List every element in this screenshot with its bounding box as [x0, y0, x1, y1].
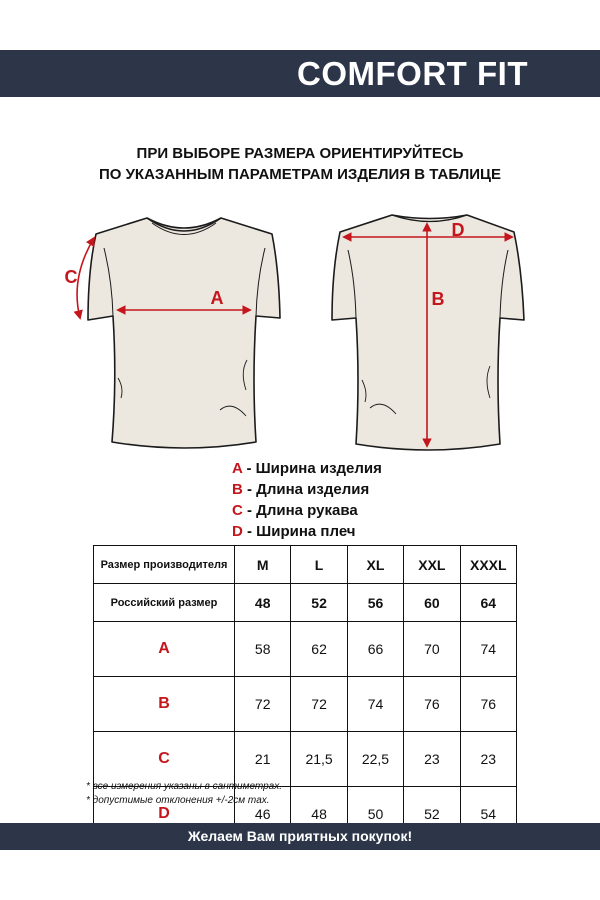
cell-size: XXL	[404, 546, 460, 584]
cell-size: XXXL	[460, 546, 516, 584]
label-d: D	[451, 220, 465, 240]
table-cell: 23	[404, 732, 460, 787]
table-cell: 72	[235, 677, 291, 732]
table-cell: 76	[460, 677, 516, 732]
table-cell: 74	[347, 677, 403, 732]
table-cell: 72	[291, 677, 347, 732]
table-cell: 76	[404, 677, 460, 732]
row-label: C	[94, 732, 235, 787]
row-label: D	[94, 787, 235, 842]
tshirt-back-illustration	[332, 215, 524, 450]
row-label: B	[94, 677, 235, 732]
table-row-manufacturer	[94, 546, 517, 584]
footer-text: Желаем Вам приятных покупок!	[187, 828, 413, 844]
cell-russian-size: 48	[235, 584, 291, 622]
table-cell: 48	[291, 787, 347, 842]
table-cell: 58	[235, 622, 291, 677]
cell-size: L	[291, 546, 347, 584]
page-title: COMFORT FIT	[297, 55, 528, 92]
table-cell: 22,5	[347, 732, 403, 787]
legend-item-d: D - Ширина плеч	[232, 523, 356, 540]
footnote-tolerance: * допустимые отклонения +/-2см max.	[86, 795, 270, 806]
tshirt-front-illustration	[65, 218, 281, 448]
row-label: A	[94, 622, 235, 677]
table-cell: 62	[291, 622, 347, 677]
legend-item-a: A - Ширина изделия	[232, 460, 382, 477]
cell-manufacturer-label: Размер производителя	[94, 546, 235, 584]
cell-size: XL	[347, 546, 403, 584]
table-cell: 46	[235, 787, 291, 842]
table-cell: 21,5	[291, 732, 347, 787]
table-row-c	[94, 732, 517, 787]
label-c: C	[64, 267, 78, 287]
table-cell: 70	[404, 622, 460, 677]
legend-item-c: C - Длина рукава	[232, 502, 358, 519]
table-row-a	[94, 622, 517, 677]
table-cell: 21	[235, 732, 291, 787]
cell-russian-size: 64	[460, 584, 516, 622]
footnotes	[86, 780, 282, 808]
cell-russian-size: 60	[404, 584, 460, 622]
measurement-legend	[232, 458, 382, 542]
measurement-diagram	[0, 200, 600, 460]
cell-russian-label: Российский размер	[94, 584, 235, 622]
cell-russian-size: 52	[291, 584, 347, 622]
subtitle-line-1: ПРИ ВЫБОРЕ РАЗМЕРА ОРИЕНТИРУЙТЕСЬ	[136, 145, 464, 162]
table-cell: 23	[460, 732, 516, 787]
label-b: B	[431, 289, 445, 309]
cell-russian-size: 56	[347, 584, 403, 622]
table-row-russian	[94, 584, 517, 622]
table-row-b	[94, 677, 517, 732]
legend-item-b: B - Длина изделия	[232, 481, 370, 498]
table-cell: 50	[347, 787, 403, 842]
table-cell: 54	[460, 787, 516, 842]
subtitle-line-2: ПО УКАЗАННЫМ ПАРАМЕТРАМ ИЗДЕЛИЯ В ТАБЛИЦЕ	[98, 166, 501, 183]
table-cell: 52	[404, 787, 460, 842]
table-cell: 74	[460, 622, 516, 677]
footnote-units: * все измерения указаны в сантиметрах.	[86, 781, 283, 792]
cell-size: M	[235, 546, 291, 584]
table-cell: 66	[347, 622, 403, 677]
label-a: A	[210, 288, 224, 308]
